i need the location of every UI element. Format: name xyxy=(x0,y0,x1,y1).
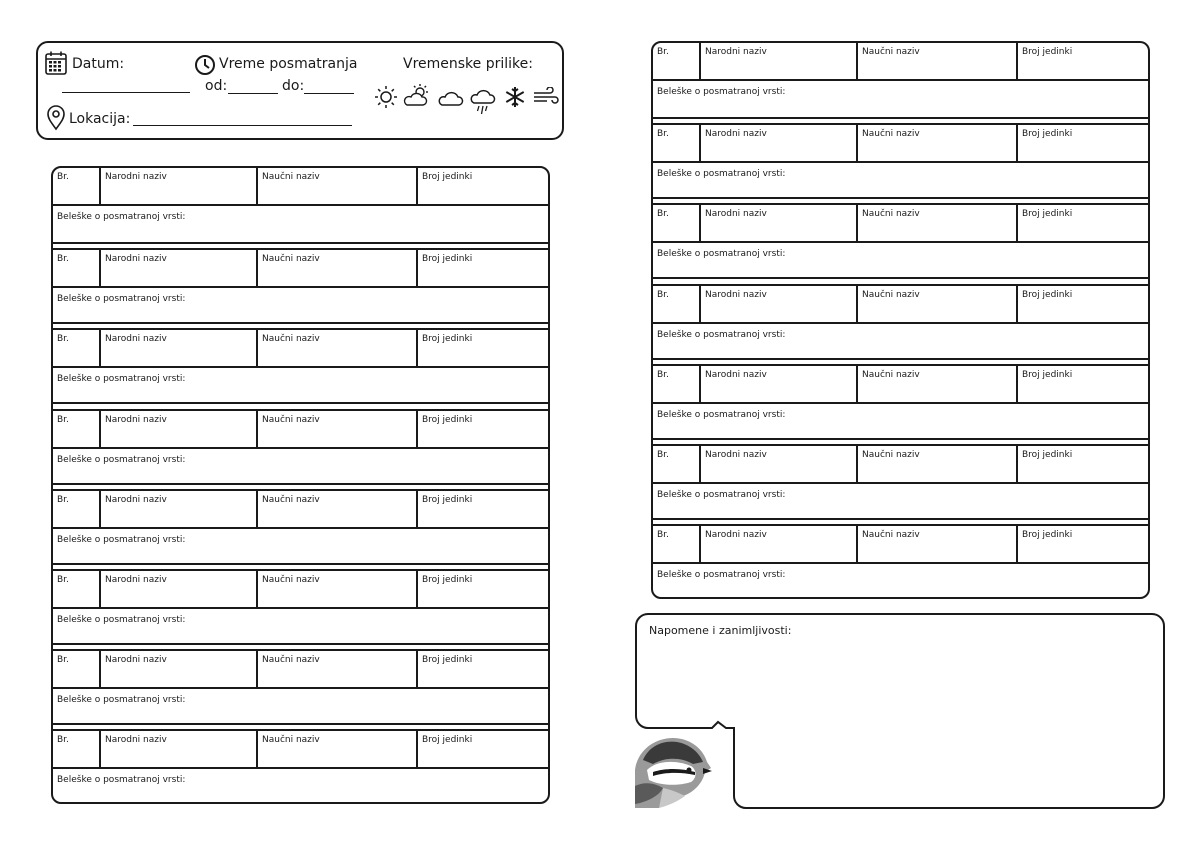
record-header-row xyxy=(653,446,1148,484)
clock-icon xyxy=(194,54,216,76)
scientific-name-field[interactable]: Naučni naziv xyxy=(856,125,1016,161)
time-from-field[interactable] xyxy=(228,93,278,94)
common-name-field[interactable]: Narodni naziv xyxy=(699,125,856,161)
species-notes-field[interactable]: Beleške o posmatranoj vrsti: xyxy=(657,329,786,340)
date-label: Datum: xyxy=(72,56,125,72)
record-gap xyxy=(653,518,1148,524)
calendar-icon xyxy=(45,51,67,75)
wind-icon[interactable] xyxy=(533,87,559,107)
count-field[interactable]: Broj jedinki xyxy=(416,168,548,204)
record-header-row xyxy=(653,205,1148,243)
count-field[interactable]: Broj jedinki xyxy=(1016,125,1148,161)
count-field[interactable]: Broj jedinki xyxy=(1016,526,1148,562)
count-field[interactable]: Broj jedinki xyxy=(416,250,548,286)
common-name-field[interactable]: Narodni naziv xyxy=(99,168,256,204)
species-notes-field[interactable]: Beleške o posmatranoj vrsti: xyxy=(657,490,786,500)
scientific-name-field[interactable]: Naučni naziv xyxy=(856,286,1016,322)
record-number-field[interactable]: Br. xyxy=(657,47,669,57)
species-record xyxy=(653,43,1148,119)
count-field[interactable]: Broj jedinki xyxy=(416,731,548,767)
scientific-name-field[interactable]: Naučni naziv xyxy=(256,731,416,767)
notes-title: Napomene i zanimljivosti: xyxy=(649,624,792,637)
species-notes-field[interactable]: Beleške o posmatranoj vrsti: xyxy=(657,409,786,420)
count-field[interactable]: Broj jedinki xyxy=(416,651,548,687)
sun-icon[interactable] xyxy=(374,85,398,109)
record-header-row xyxy=(53,491,548,529)
record-header-row xyxy=(653,286,1148,324)
scientific-name-field[interactable]: Naučni naziv xyxy=(256,651,416,687)
bird-illustration xyxy=(633,730,713,810)
species-record xyxy=(53,328,548,404)
record-gap xyxy=(653,277,1148,283)
record-gap xyxy=(653,358,1148,364)
scientific-name-field[interactable]: Naučni naziv xyxy=(856,526,1016,562)
species-record-list-right xyxy=(651,41,1150,599)
species-record xyxy=(53,168,548,244)
record-number-field[interactable]: Br. xyxy=(657,530,669,541)
record-number-field[interactable]: Br. xyxy=(657,450,669,460)
location-pin-icon xyxy=(47,105,65,131)
count-field[interactable]: Broj jedinki xyxy=(416,411,548,447)
species-notes-field[interactable]: Beleške o posmatranoj vrsti: xyxy=(57,534,186,545)
common-name-field[interactable]: Narodni naziv xyxy=(99,250,256,286)
record-header-row xyxy=(53,571,548,609)
common-name-field[interactable]: Narodni naziv xyxy=(99,411,256,447)
record-number-field[interactable]: Br. xyxy=(57,494,69,505)
species-record xyxy=(53,729,548,804)
species-notes-field[interactable]: Beleške o posmatranoj vrsti: xyxy=(57,374,186,385)
count-field[interactable]: Broj jedinki xyxy=(1016,446,1148,482)
species-record-list-left xyxy=(51,166,550,804)
species-notes-field[interactable]: Beleške o posmatranoj vrsti: xyxy=(57,775,186,786)
record-header-row xyxy=(653,125,1148,163)
weather-label: Vremenske prilike: xyxy=(403,56,533,72)
record-number-field[interactable]: Br. xyxy=(657,289,669,300)
record-gap xyxy=(53,402,548,408)
record-gap xyxy=(53,563,548,569)
record-gap xyxy=(53,483,548,489)
species-notes-field[interactable]: Beleške o posmatranoj vrsti: xyxy=(657,249,786,260)
date-field[interactable] xyxy=(62,92,190,93)
time-from-label: od: xyxy=(205,78,228,94)
record-gap xyxy=(53,643,548,649)
common-name-field[interactable]: Narodni naziv xyxy=(699,446,856,482)
count-field[interactable]: Broj jedinki xyxy=(416,330,548,366)
location-field[interactable] xyxy=(133,125,352,126)
record-gap xyxy=(653,197,1148,203)
rain-icon[interactable] xyxy=(470,88,496,116)
record-gap xyxy=(53,322,548,328)
species-notes-field[interactable]: Beleške o posmatranoj vrsti: xyxy=(657,87,786,97)
common-name-field[interactable]: Narodni naziv xyxy=(99,491,256,527)
species-record xyxy=(653,524,1148,599)
common-name-field[interactable]: Narodni naziv xyxy=(699,526,856,562)
time-label: Vreme posmatranja xyxy=(219,56,358,72)
record-number-field[interactable]: Br. xyxy=(57,655,69,666)
record-number-field[interactable]: Br. xyxy=(57,254,69,265)
record-gap xyxy=(653,438,1148,444)
record-number-field[interactable]: Br. xyxy=(657,209,669,220)
species-record xyxy=(53,569,548,645)
common-name-field[interactable]: Narodni naziv xyxy=(699,286,856,322)
scientific-name-field[interactable]: Naučni naziv xyxy=(256,168,416,204)
record-header-row xyxy=(653,526,1148,564)
common-name-field[interactable]: Narodni naziv xyxy=(99,731,256,767)
scientific-name-field[interactable]: Naučni naziv xyxy=(256,571,416,607)
scientific-name-field[interactable]: Naučni naziv xyxy=(256,491,416,527)
record-gap xyxy=(53,723,548,729)
record-header-row xyxy=(653,366,1148,404)
record-number-field[interactable]: Br. xyxy=(57,575,69,585)
species-notes-field[interactable]: Beleške o posmatranoj vrsti: xyxy=(57,695,186,706)
count-field[interactable]: Broj jedinki xyxy=(1016,286,1148,322)
species-notes-field[interactable]: Beleške o posmatranoj vrsti: xyxy=(57,294,186,305)
scientific-name-field[interactable]: Naučni naziv xyxy=(256,250,416,286)
species-record xyxy=(53,649,548,725)
species-notes-field[interactable]: Beleške o posmatranoj vrsti: xyxy=(657,169,786,180)
record-header-row xyxy=(53,731,548,769)
record-header-row xyxy=(53,651,548,689)
snowflake-icon[interactable] xyxy=(503,85,527,109)
time-to-label: do: xyxy=(282,78,305,94)
common-name-field[interactable]: Narodni naziv xyxy=(99,330,256,366)
record-header-row xyxy=(653,43,1148,81)
species-notes-field[interactable]: Beleške o posmatranoj vrsti: xyxy=(57,454,186,465)
species-notes-field[interactable]: Beleške o posmatranoj vrsti: xyxy=(657,570,786,581)
species-notes-field[interactable]: Beleške o posmatranoj vrsti: xyxy=(57,212,186,222)
common-name-field[interactable]: Narodni naziv xyxy=(699,43,856,79)
record-gap xyxy=(53,242,548,248)
record-number-field[interactable]: Br. xyxy=(57,172,69,182)
time-to-field[interactable] xyxy=(304,93,354,94)
scientific-name-field[interactable]: Naučni naziv xyxy=(856,446,1016,482)
observation-header-box xyxy=(36,41,564,140)
species-notes-field[interactable]: Beleške o posmatranoj vrsti: xyxy=(57,615,186,625)
record-gap xyxy=(653,117,1148,123)
location-label: Lokacija: xyxy=(69,111,131,127)
record-header-row xyxy=(53,168,548,206)
record-header-row xyxy=(53,330,548,368)
record-number-field[interactable]: Br. xyxy=(57,735,69,746)
record-number-field[interactable]: Br. xyxy=(57,414,69,425)
count-field[interactable]: Broj jedinki xyxy=(416,491,548,527)
record-header-row xyxy=(53,411,548,449)
record-header-row xyxy=(53,250,548,288)
record-number-field[interactable]: Br. xyxy=(657,129,669,140)
scientific-name-field[interactable]: Naučni naziv xyxy=(856,366,1016,402)
species-record xyxy=(53,248,548,324)
species-record xyxy=(653,444,1148,520)
species-record xyxy=(53,409,548,485)
common-name-field[interactable]: Narodni naziv xyxy=(699,366,856,402)
cloud-icon[interactable] xyxy=(438,88,464,108)
record-number-field[interactable]: Br. xyxy=(657,369,669,380)
count-field[interactable]: Broj jedinki xyxy=(1016,43,1148,79)
partly-cloudy-icon[interactable] xyxy=(403,83,431,109)
species-record xyxy=(653,123,1148,199)
count-field[interactable]: Broj jedinki xyxy=(1016,366,1148,402)
common-name-field[interactable]: Narodni naziv xyxy=(99,651,256,687)
scientific-name-field[interactable]: Naučni naziv xyxy=(856,205,1016,241)
count-field[interactable]: Broj jedinki xyxy=(1016,205,1148,241)
species-record xyxy=(653,364,1148,440)
species-record xyxy=(653,284,1148,360)
count-field[interactable]: Broj jedinki xyxy=(416,571,548,607)
scientific-name-field[interactable]: Naučni naziv xyxy=(856,43,1016,79)
species-record xyxy=(653,203,1148,279)
common-name-field[interactable]: Narodni naziv xyxy=(699,205,856,241)
species-record xyxy=(53,489,548,565)
common-name-field[interactable]: Narodni naziv xyxy=(99,571,256,607)
record-number-field[interactable]: Br. xyxy=(57,334,69,345)
scientific-name-field[interactable]: Naučni naziv xyxy=(256,330,416,366)
scientific-name-field[interactable]: Naučni naziv xyxy=(256,411,416,447)
